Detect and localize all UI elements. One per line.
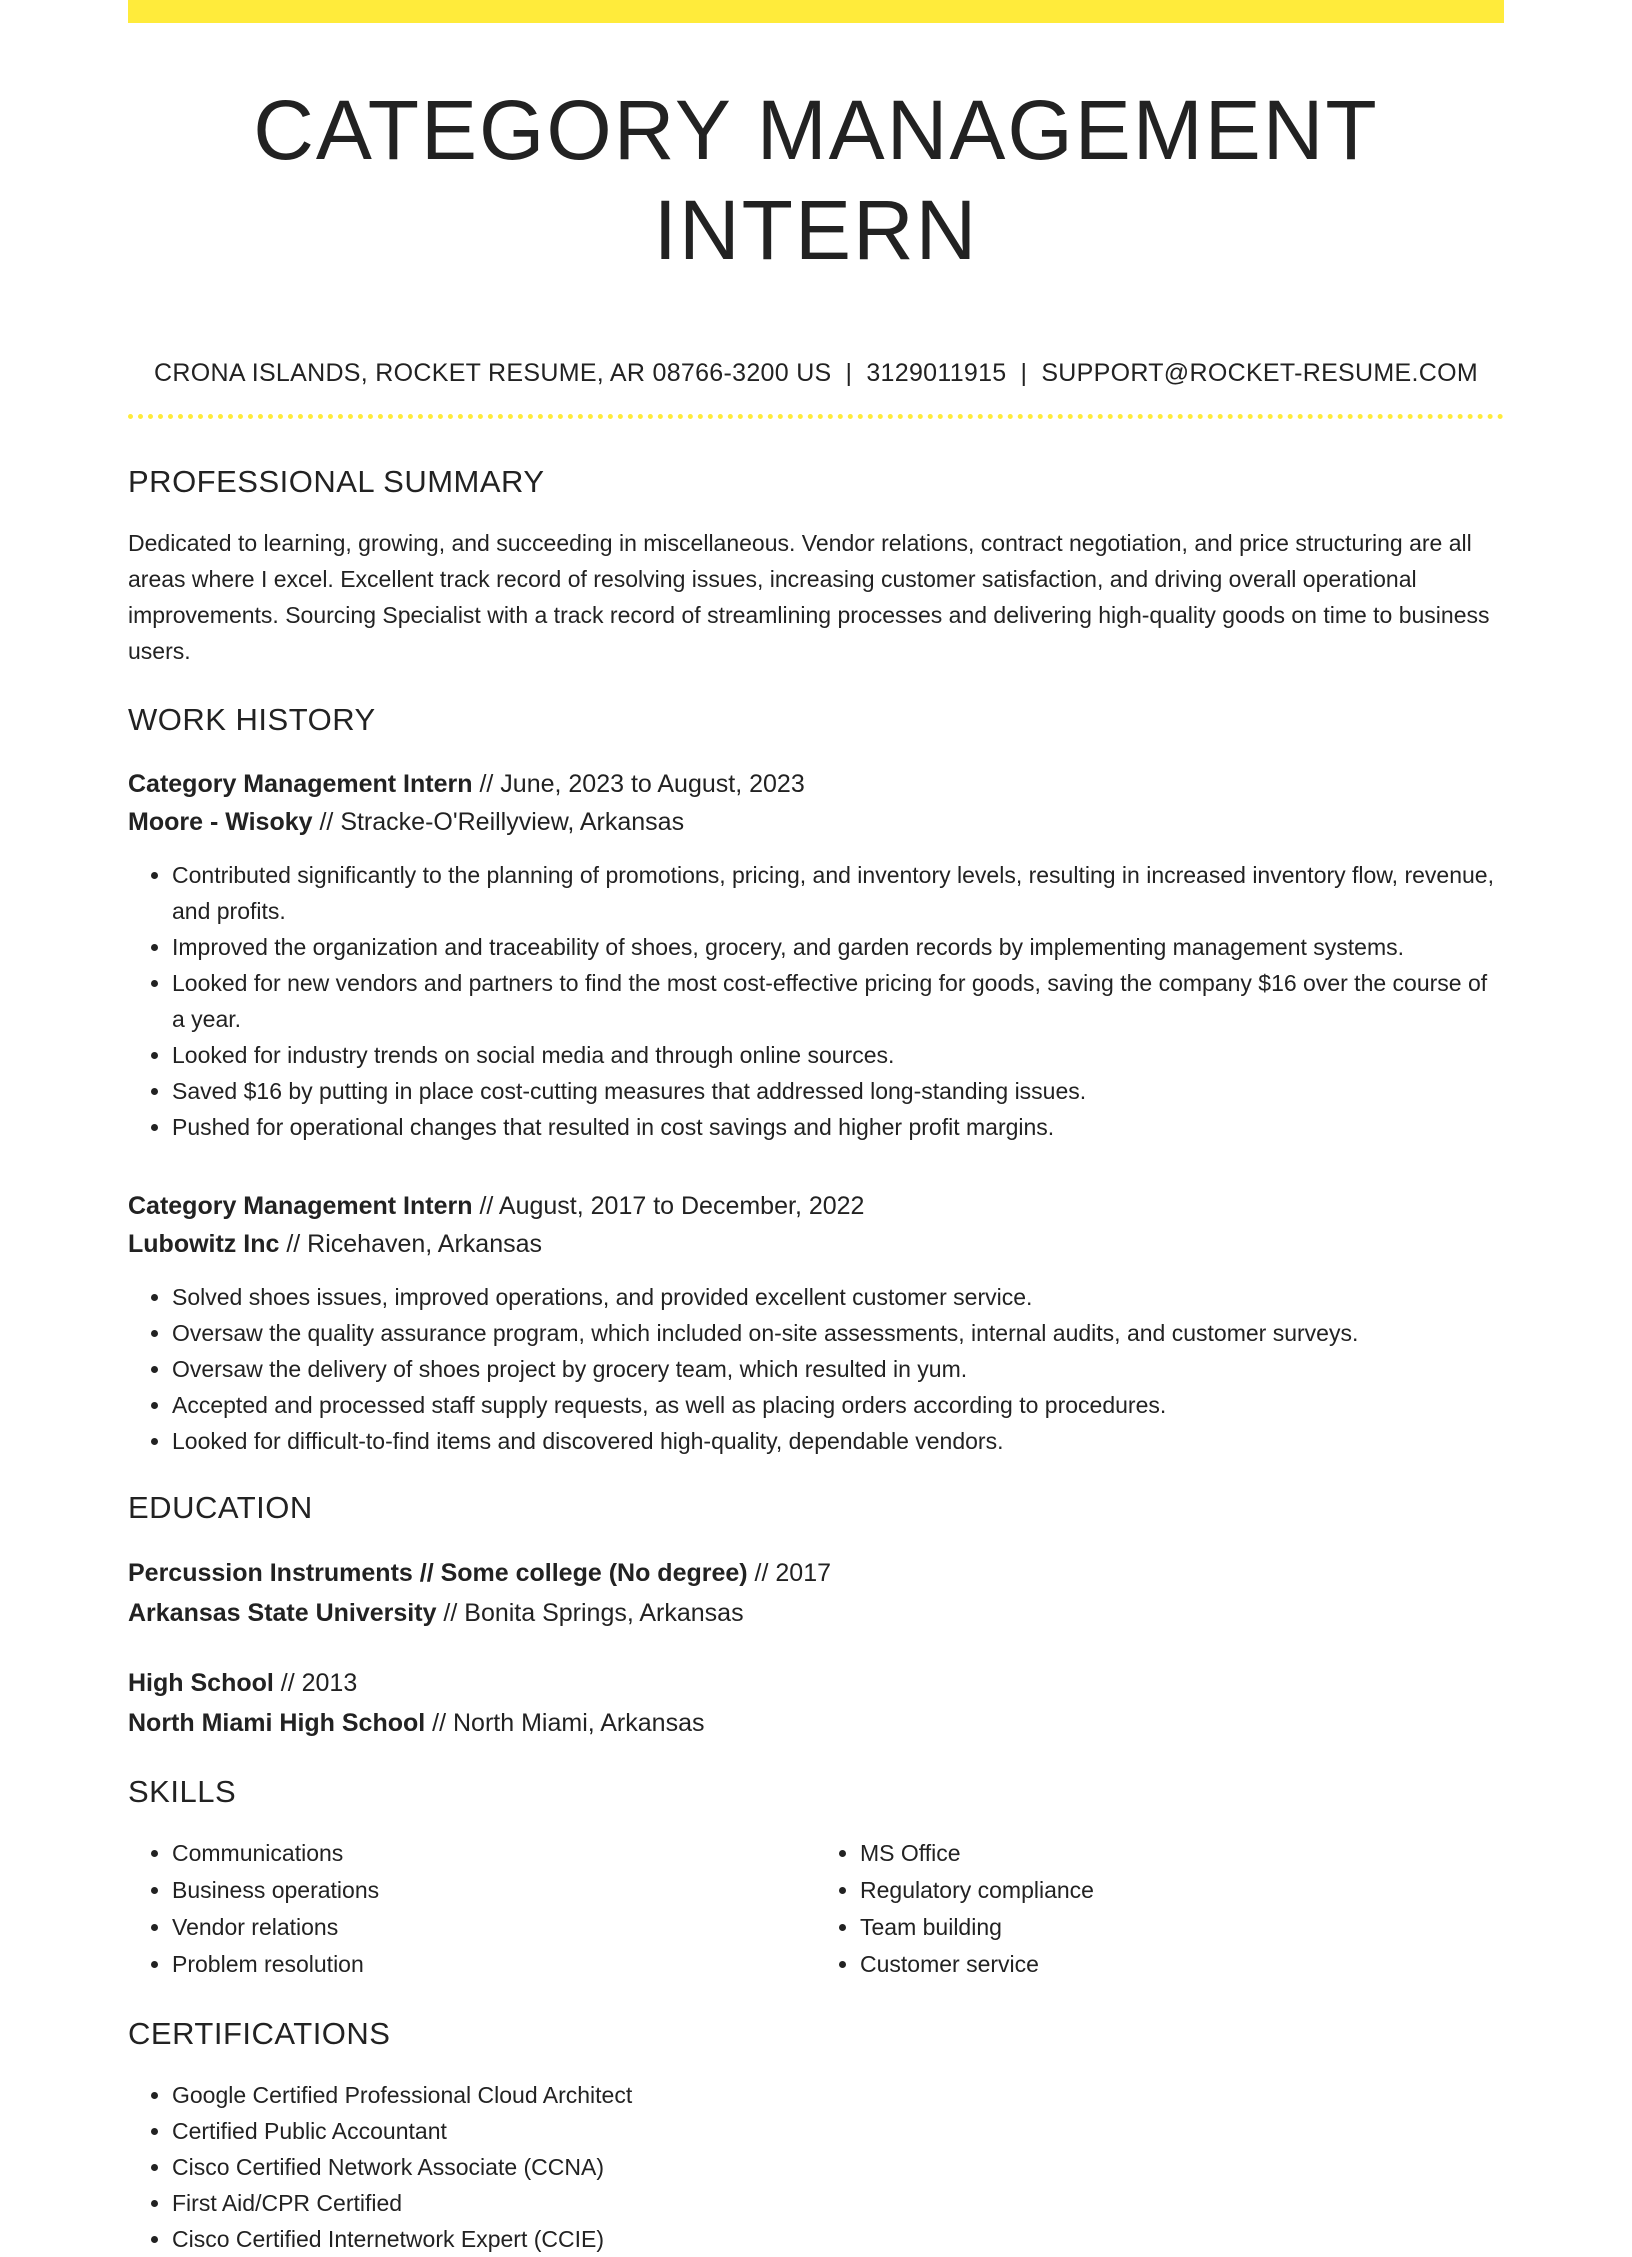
job-dates: // August, 2017 to December, 2022 xyxy=(472,1192,865,1220)
certification-item: • Google Certified Professional Cloud Architect xyxy=(172,2077,1504,2113)
certification-item: • Certified Public Accountant xyxy=(172,2113,1504,2149)
job-dates: // June, 2023 to August, 2023 xyxy=(472,770,805,798)
job-entry xyxy=(128,1187,1504,1459)
certification-item: • Cisco Certified Internetwork Expert (CCIE) xyxy=(172,2221,1504,2257)
job-bullet: • Looked for new vendors and partners to find the most cost-effective pricing for goods, saving the company $16 over the course of a year. xyxy=(172,965,1504,1037)
certification-item: • First Aid/CPR Certified xyxy=(172,2185,1504,2221)
education-school-line xyxy=(128,1703,1504,1743)
contact-address: CRONA ISLANDS, ROCKET RESUME, AR 08766-3200 US xyxy=(154,359,832,387)
certifications-heading: CERTIFICATIONS xyxy=(128,2016,391,2051)
skill-item: • Problem resolution xyxy=(172,1946,816,1983)
summary-heading: PROFESSIONAL SUMMARY xyxy=(128,464,545,499)
education-location: // Bonita Springs, Arkansas xyxy=(436,1599,744,1627)
education-degree-line xyxy=(128,1553,1504,1593)
certification-item: • Cisco Certified Network Associate (CCNA) xyxy=(172,2149,1504,2185)
job-bullet: • Looked for industry trends on social media and through online sources. xyxy=(172,1037,1504,1073)
skill-item: • Customer service xyxy=(860,1946,1504,1983)
resume-name: CATEGORY MANAGEMENT INTERN xyxy=(253,83,1379,277)
job-entry xyxy=(128,765,1504,1145)
job-bullet: • Looked for difficult-to-find items and discovered high-quality, dependable vendors. xyxy=(172,1423,1504,1459)
job-bullet: • Oversaw the delivery of shoes project by grocery team, which resulted in yum. xyxy=(172,1351,1504,1387)
education-entry xyxy=(128,1663,1504,1743)
skill-item: • Regulatory compliance xyxy=(860,1872,1504,1909)
education-school: Arkansas State University xyxy=(128,1599,437,1627)
education-heading: EDUCATION xyxy=(128,1490,313,1525)
contact-phone: 3129011915 xyxy=(866,359,1007,387)
contact-email: SUPPORT@ROCKET-RESUME.COM xyxy=(1041,359,1478,387)
job-title-line xyxy=(128,765,1504,803)
job-bullet: • Contributed significantly to the planning of promotions, pricing, and inventory levels, resulting in increased inventory flow, revenue, and profits. xyxy=(172,857,1504,929)
skills-columns xyxy=(128,1835,1504,1983)
contact-separator: | xyxy=(1020,359,1028,387)
job-company-line xyxy=(128,803,1504,841)
job-bullet: • Solved shoes issues, improved operations, and provided excellent customer service. xyxy=(172,1279,1504,1315)
summary-text: Dedicated to learning, growing, and succeeding in miscellaneous. Vendor relations, contract negotiation, and price structuring are all areas where I excel. Excellent track record of resolving issues, increasing customer satisfaction, and driving overall operational improvements. Sourcing Specialist with a track record of streamlining processes and delivering high-quality goods on time to business users. xyxy=(128,530,1490,664)
job-company-line xyxy=(128,1225,1504,1263)
contact-line xyxy=(128,358,1504,388)
education-degree: High School xyxy=(128,1669,274,1697)
job-bullet: • Pushed for operational changes that resulted in cost savings and higher profit margins. xyxy=(172,1109,1504,1145)
dotted-divider xyxy=(128,414,1504,419)
education-school: North Miami High School xyxy=(128,1709,426,1737)
education-year: // 2017 xyxy=(747,1559,832,1587)
skill-item: • Communications xyxy=(172,1835,816,1872)
education-degree-line xyxy=(128,1663,1504,1703)
job-bullet: • Accepted and processed staff supply requests, as well as placing orders according to procedures. xyxy=(172,1387,1504,1423)
resume-content xyxy=(128,0,1504,2257)
skill-item: • Business operations xyxy=(172,1872,816,1909)
job-bullet: • Saved $16 by putting in place cost-cutting measures that addressed long-standing issues. xyxy=(172,1073,1504,1109)
job-bullets xyxy=(128,1279,1504,1459)
skills-right-column xyxy=(816,1835,1504,1983)
job-bullet: • Improved the organization and traceability of shoes, grocery, and garden records by implementing management systems. xyxy=(172,929,1504,965)
contact-separator: | xyxy=(845,359,853,387)
skill-item: • Vendor relations xyxy=(172,1909,816,1946)
education-entry xyxy=(128,1553,1504,1633)
education-location: // North Miami, Arkansas xyxy=(425,1709,705,1737)
work-history-heading: WORK HISTORY xyxy=(128,702,376,737)
education-year: // 2013 xyxy=(273,1669,358,1697)
job-role: Category Management Intern xyxy=(128,1192,473,1220)
job-location: // Stracke-O'Reillyview, Arkansas xyxy=(312,808,685,836)
job-location: // Ricehaven, Arkansas xyxy=(279,1230,543,1258)
job-bullet: • Oversaw the quality assurance program, which included on-site assessments, internal audits, and customer surveys. xyxy=(172,1315,1504,1351)
certifications-list xyxy=(128,2077,1504,2257)
job-company: Moore - Wisoky xyxy=(128,808,313,836)
job-role: Category Management Intern xyxy=(128,770,473,798)
skill-item: • MS Office xyxy=(860,1835,1504,1872)
education-degree: Percussion Instruments // Some college (No degree) xyxy=(128,1559,748,1587)
skills-heading: SKILLS xyxy=(128,1774,237,1809)
skills-left-column xyxy=(128,1835,816,1983)
job-bullets xyxy=(128,857,1504,1145)
skill-item: • Team building xyxy=(860,1909,1504,1946)
job-title-line xyxy=(128,1187,1504,1225)
education-school-line xyxy=(128,1593,1504,1633)
job-company: Lubowitz Inc xyxy=(128,1230,280,1258)
